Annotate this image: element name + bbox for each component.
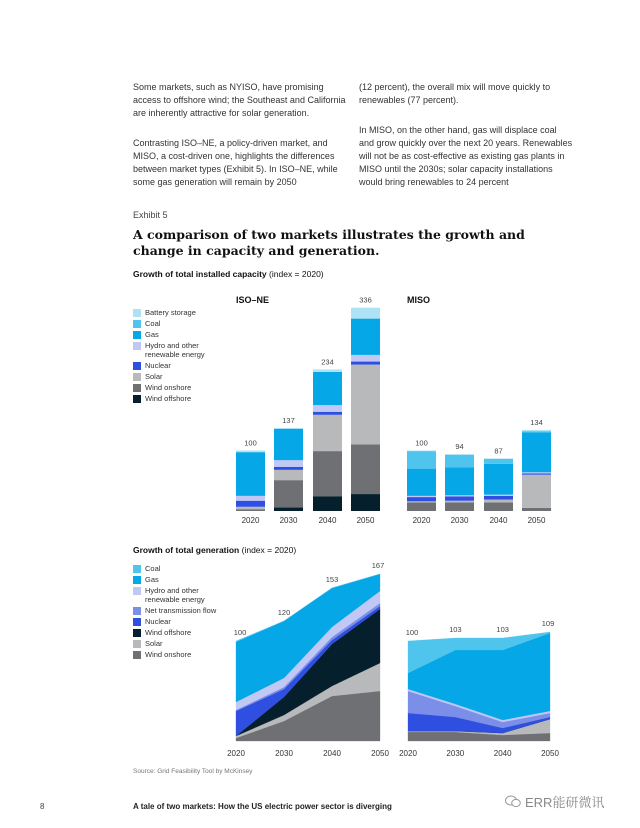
capacity-bar-MISO-2020-nuclear: [407, 497, 436, 501]
capacity-total-label-0-3: 336: [359, 295, 372, 305]
capacity-x-label-0-3: 2050: [356, 516, 375, 525]
capacity-bar-MISO-2030-battery: [445, 454, 474, 455]
capacity-bar-MISO-2020-wind_onshore: [407, 503, 436, 511]
capacity-bar-MISO-2020-solar: [407, 501, 436, 502]
capacity-bar-MISO-2050-hydro: [522, 472, 551, 473]
legend-label-hydro: Hydro and other renewable energy: [145, 341, 205, 359]
capacity-bar-ISO–NE-2030-battery: [274, 428, 303, 429]
body-paragraph-right-1: (12 percent), the overall mix will move quickly to renewables (77 percent).: [359, 82, 551, 105]
capacity-x-label-1-0: 2020: [412, 516, 431, 525]
capacity-title-text: Growth of total installed capacity: [133, 269, 267, 279]
footer-title: [133, 802, 392, 811]
generation-title-text: Growth of total generation: [133, 545, 240, 555]
capacity-bar-MISO-2040-solar: [484, 500, 513, 503]
capacity-x-label-1-3: 2050: [527, 516, 546, 525]
capacity-bar-ISO–NE-2050-wind_onshore: [351, 444, 380, 494]
capacity-bar-MISO-2050-nuclear: [522, 473, 551, 474]
capacity-title-suffix: (index = 2020): [269, 269, 324, 279]
capacity-bar-ISO–NE-2040-hydro: [313, 405, 342, 412]
capacity-bar-ISO–NE-2040-wind_offshore: [313, 496, 342, 511]
generation-title-suffix: (index = 2020): [241, 545, 297, 555]
capacity-bar-ISO–NE-2040-nuclear: [313, 412, 342, 415]
capacity-bar-ISO–NE-2040-wind_onshore: [313, 451, 342, 496]
capacity-total-label-0-2: 234: [321, 357, 334, 367]
watermark-text: ERR能研微讯: [525, 795, 605, 810]
legend-label-gas: Gas: [145, 575, 159, 584]
generation-total-label-1-2: 103: [496, 625, 509, 634]
capacity-bar-ISO–NE-2020-nuclear: [236, 501, 265, 507]
capacity-bar-ISO–NE-2050-solar: [351, 365, 380, 445]
capacity-bar-MISO-2040-hydro: [484, 495, 513, 496]
capacity-bar-MISO-2050-battery: [522, 430, 551, 431]
legend-label-net_transmission: Net transmission flow: [145, 606, 217, 615]
capacity-x-label-0-1: 2030: [279, 516, 298, 525]
capacity-bar-ISO–NE-2040-solar: [313, 415, 342, 451]
exhibit-label: Exhibit 5: [133, 210, 168, 220]
legend-label-coal: Coal: [145, 564, 161, 573]
capacity-bar-ISO–NE-2050-battery: [351, 308, 380, 319]
generation-total-label-0-3: 167: [371, 561, 385, 570]
body-paragraph-right-2: In MISO, on the other hand, gas will displace coal and grow quickly over the next 20 years. Renewables will not be as cost-effective as existing gas plants in MISO until the 2030s; solar capacity installations would bring renewables to 24 percent: [359, 125, 573, 187]
capacity-bar-MISO-2030-hydro: [445, 495, 474, 496]
legend-label-nuclear: Nuclear: [145, 361, 171, 370]
legend-label-battery: Battery storage: [145, 308, 196, 317]
capacity-total-label-1-3: 134: [530, 417, 543, 427]
capacity-bar-MISO-2030-nuclear: [445, 496, 474, 500]
capacity-bar-MISO-2040-wind_onshore: [484, 503, 513, 511]
legend-label-coal: Coal: [145, 319, 161, 328]
capacity-bar-MISO-2030-gas: [445, 467, 474, 495]
capacity-bar-ISO–NE-2020-coal: [236, 452, 265, 453]
generation-x-label-1-2: 2040: [493, 749, 512, 758]
capacity-bar-ISO–NE-2050-nuclear: [351, 362, 380, 365]
capacity-bar-MISO-2040-coal: [484, 459, 513, 464]
capacity-bar-ISO–NE-2020-battery: [236, 451, 265, 452]
capacity-bar-MISO-2050-coal: [522, 431, 551, 432]
capacity-bar-ISO–NE-2030-gas: [274, 429, 303, 460]
capacity-bar-ISO–NE-2020-gas: [236, 452, 265, 496]
wechat-icon: [505, 795, 521, 808]
capacity-total-label-1-2: 87: [494, 446, 503, 456]
generation-total-label-1-1: 103: [449, 625, 462, 634]
capacity-bar-ISO–NE-2030-wind_onshore: [274, 480, 303, 507]
capacity-bar-MISO-2020-coal: [407, 451, 436, 469]
body-paragraph-left-2: Contrasting ISO–NE, a policy-driven market, and MISO, a cost-driven one, highlights the differences between market types (Exhibit 5). In ISO–NE, while some gas generation will remain by 2050: [133, 138, 338, 187]
legend-label-wind_offshore: Wind offshore: [145, 628, 192, 637]
generation-total-label-0-0: 100: [233, 628, 247, 637]
capacity-total-label-0-0: 100: [244, 438, 257, 448]
generation-x-label-1-3: 2050: [541, 749, 559, 758]
capacity-bar-ISO–NE-2030-nuclear: [274, 467, 303, 470]
capacity-bar-ISO–NE-2050-gas: [351, 319, 380, 355]
legend-label-wind_offshore: Wind offshore: [145, 394, 192, 403]
generation-total-label-1-0: 100: [405, 628, 419, 637]
capacity-panel-title-0: ISO–NE: [236, 295, 270, 305]
capacity-bar-ISO–NE-2020-wind_onshore: [236, 509, 265, 511]
capacity-bar-ISO–NE-2050-hydro: [351, 355, 380, 362]
capacity-bar-MISO-2020-hydro: [407, 496, 436, 497]
generation-x-label-0-1: 2030: [275, 749, 293, 758]
legend-label-wind_onshore: Wind onshore: [145, 650, 192, 659]
footer-title-text: A tale of two markets: How the US electric power sector is diverging: [133, 802, 392, 811]
legend-label-nuclear: Nuclear: [145, 617, 171, 626]
generation-x-label-0-2: 2040: [323, 749, 341, 758]
capacity-bar-MISO-2030-coal: [445, 455, 474, 468]
generation-total-label-0-2: 153: [325, 575, 339, 584]
capacity-bar-MISO-2040-nuclear: [484, 496, 513, 500]
capacity-bar-ISO–NE-2020-solar: [236, 507, 265, 509]
source-note: Source: Grid Feasibility Tool by McKinsey: [133, 768, 253, 775]
generation-x-label-0-3: 2050: [371, 749, 389, 758]
capacity-bar-MISO-2050-gas: [522, 432, 551, 472]
generation-total-label-1-3: 109: [541, 619, 555, 628]
capacity-total-label-0-1: 137: [282, 416, 295, 426]
page-number: 8: [40, 802, 45, 811]
capacity-x-label-1-2: 2040: [489, 516, 508, 525]
legend-label-solar: Solar: [145, 372, 163, 381]
generation-total-label-0-1: 120: [277, 608, 291, 617]
legend-label-hydro: Hydro and other renewable energy: [145, 586, 205, 604]
generation-x-label-1-1: 2030: [446, 749, 465, 758]
capacity-bar-MISO-2030-wind_onshore: [445, 503, 474, 511]
capacity-total-label-1-0: 100: [415, 438, 428, 448]
capacity-bar-MISO-2050-solar: [522, 475, 551, 508]
generation-x-label-1-0: 2020: [399, 749, 417, 758]
capacity-bar-MISO-2040-gas: [484, 464, 513, 495]
capacity-x-label-1-1: 2030: [450, 516, 469, 525]
watermark: [505, 792, 604, 811]
capacity-bar-ISO–NE-2030-wind_offshore: [274, 507, 303, 511]
generation-x-label-0-0: 2020: [227, 749, 245, 758]
capacity-bar-ISO–NE-2040-gas: [313, 372, 342, 405]
legend-label-gas: Gas: [145, 330, 159, 339]
legend-label-solar: Solar: [145, 639, 163, 648]
capacity-bar-MISO-2030-solar: [445, 501, 474, 503]
capacity-total-label-1-1: 94: [455, 442, 464, 452]
body-paragraph-left-1: Some markets, such as NYISO, have promising access to offshore wind; the Southeast and California are inherently attractive for solar generation.: [133, 82, 346, 118]
capacity-bar-ISO–NE-2020-hydro: [236, 496, 265, 501]
capacity-bar-MISO-2040-battery: [484, 458, 513, 459]
capacity-bar-ISO–NE-2030-hydro: [274, 460, 303, 467]
capacity-bar-ISO–NE-2030-solar: [274, 470, 303, 480]
capacity-bar-MISO-2020-battery: [407, 451, 436, 452]
capacity-panel-title-1: MISO: [407, 295, 431, 305]
capacity-x-label-0-0: 2020: [241, 516, 260, 525]
capacity-bar-ISO–NE-2050-wind_offshore: [351, 494, 380, 511]
capacity-bar-ISO–NE-2040-battery: [313, 369, 342, 371]
capacity-x-label-0-2: 2040: [318, 516, 337, 525]
exhibit-title: A comparison of two markets illustrates the growth and change in capacity and generation.: [133, 227, 525, 258]
capacity-bar-MISO-2020-gas: [407, 469, 436, 496]
capacity-bar-MISO-2050-wind_onshore: [522, 508, 551, 511]
legend-label-wind_onshore: Wind onshore: [145, 383, 192, 392]
